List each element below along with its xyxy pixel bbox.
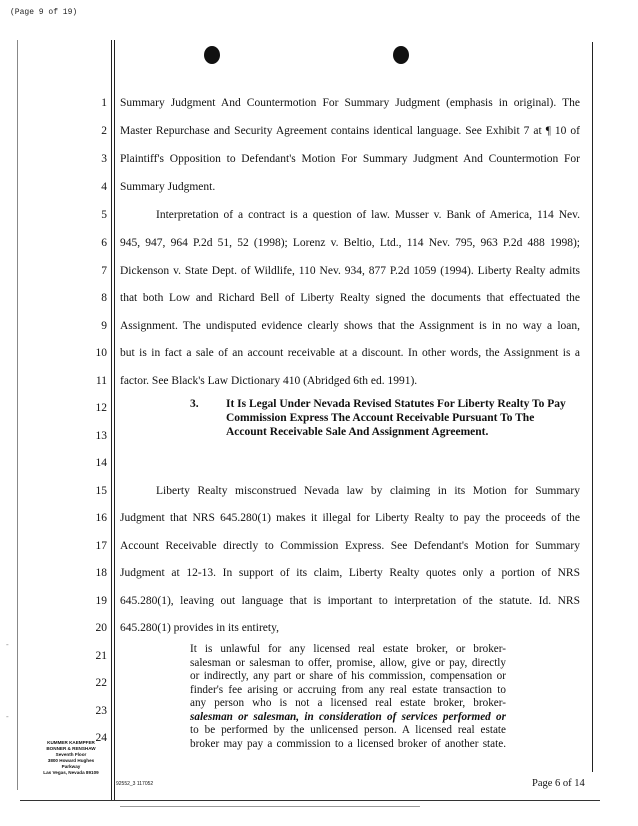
law-firm-address xyxy=(42,740,100,776)
line-number: 5 xyxy=(101,209,107,221)
body-line: Interpretation of a contract is a question of law. Musser v. Bank of America, 114 Nev. xyxy=(156,209,580,221)
body-line: factor. See Black's Law Dictionary 410 (Abridged 6th ed. 1991). xyxy=(120,375,418,387)
firm-floor: Seventh Floor xyxy=(55,752,87,757)
page-counter-header: (Page 9 of 19) xyxy=(10,8,78,17)
section-heading-line: It Is Legal Under Nevada Revised Statutes For Liberty Realty To Pay xyxy=(226,398,566,410)
line-number: 13 xyxy=(95,430,107,442)
line-number: 17 xyxy=(95,540,107,552)
body-line: Liberty Realty misconstrued Nevada law by claiming in its Motion for Summary xyxy=(156,485,580,497)
section-heading-number: 3. xyxy=(190,398,199,410)
line-number: 21 xyxy=(95,650,107,662)
binder-hole-mark-right xyxy=(393,46,409,64)
page-number: Page 6 of 14 xyxy=(532,778,585,789)
statute-quote xyxy=(190,643,506,751)
body-line: 645.280(1) provides in its entirety, xyxy=(120,622,279,634)
line-number: 19 xyxy=(95,595,107,607)
document-id: 92552_3 117052 xyxy=(116,781,154,787)
body-line: Assignment. The undisputed evidence clearly shows that the Assignment is in no way a loan, xyxy=(120,320,580,332)
quote-line: finder's fee arising or accruing from any real estate transaction to xyxy=(190,683,506,696)
body-line: Master Repurchase and Security Agreement contains identical language. See Exhibit 7 at ¶ 10 of xyxy=(120,125,580,137)
firm-street: 3800 Howard Hughes xyxy=(47,758,95,763)
body-line: Summary Judgment. xyxy=(120,181,216,193)
body-line: 645.280(1), leaving out language that is important to interpretation of the statute. Id. NRS xyxy=(120,595,580,607)
line-number-rule-outer xyxy=(111,40,112,800)
body-line: 945, 947, 964 P.2d 51, 52 (1998); Lorenz v. Beltio, Ltd., 114 Nev. 795, 963 P.2d 488 1998); xyxy=(120,237,580,249)
body-line: Summary Judgment And Countermotion For Summary Judgment (emphasis in original). The xyxy=(120,97,580,109)
quote-line: to be performed by the unlicensed person. A licensed real estate xyxy=(190,724,506,736)
quote-line: It is unlawful for any licensed real estate broker, or broker- xyxy=(190,643,506,655)
line-number: 10 xyxy=(95,347,107,359)
body-line: Plaintiff's Opposition to Defendant's Motion For Summary Judgment And Countermotion For xyxy=(120,153,580,165)
line-number: 11 xyxy=(95,375,107,387)
quote-line: salesman or salesman, in consideration of services performed or xyxy=(190,710,506,723)
line-number: 16 xyxy=(95,512,107,524)
left-margin-rule xyxy=(17,40,18,790)
binder-hole-mark-left xyxy=(204,46,220,64)
line-number: 20 xyxy=(95,622,107,634)
margin-tick-mark: - xyxy=(6,640,9,649)
firm-parkway: Parkway xyxy=(61,764,81,769)
firm-city: Las Vegas, Nevada 89109 xyxy=(43,770,99,775)
firm-name: BONNER & RENSHAW xyxy=(46,746,96,751)
line-number-rule-inner xyxy=(114,40,115,800)
quote-line: broker may pay a commission to a licensed broker of another state. xyxy=(190,737,506,750)
margin-tick-mark: - xyxy=(6,712,9,721)
line-number: 24 xyxy=(95,732,107,744)
footer-rule-lower xyxy=(120,806,420,807)
body-line: Judgment that NRS 645.280(1) makes it illegal for Liberty Realty to pay the proceeds of the xyxy=(120,512,580,524)
line-number: 4 xyxy=(101,181,107,193)
body-line: Account Receivable directly to Commission Express. See Defendant's Motion for Summary xyxy=(120,540,580,552)
line-number: 9 xyxy=(101,320,107,332)
quote-line: any person who is not a licensed real estate broker, broker- xyxy=(190,697,506,709)
line-number: 23 xyxy=(95,705,107,717)
right-margin-rule xyxy=(592,42,593,772)
line-number: 2 xyxy=(101,125,107,137)
body-line: Judgment at 12-13. In support of its claim, Liberty Realty quotes only a portion of NRS xyxy=(120,567,580,579)
body-line: that both Low and Richard Bell of Liberty Realty signed the documents that effectuated the xyxy=(120,292,580,304)
footer-rule xyxy=(20,800,600,801)
line-number: 6 xyxy=(101,237,107,249)
section-heading-line: Account Receivable Sale And Assignment Agreement. xyxy=(226,426,489,438)
line-number: 8 xyxy=(101,292,107,304)
line-number: 7 xyxy=(101,265,107,277)
firm-name: KUMMER KAEMPFER xyxy=(47,740,95,745)
body-line: Dickenson v. State Dept. of Wildlife, 110 Nev. 934, 877 P.2d 1059 (1994). Liberty Realty admits xyxy=(120,265,580,277)
line-number: 14 xyxy=(95,457,107,469)
line-number: 22 xyxy=(95,677,107,689)
line-number: 15 xyxy=(95,485,107,497)
body-line: but is in fact a sale of an account receivable at a discount. In other words, the Assignment is a xyxy=(120,347,580,359)
line-number: 3 xyxy=(101,153,107,165)
quote-line: or indirectly, any part or share of his commission, compensation or xyxy=(190,670,506,682)
line-number: 18 xyxy=(95,567,107,579)
section-heading-line: Commission Express The Account Receivable Pursuant To The xyxy=(226,412,535,424)
quote-line: salesman or salesman to offer, promise, allow, give or pay, directly xyxy=(190,656,506,669)
line-number: 12 xyxy=(95,402,107,414)
line-number: 1 xyxy=(101,97,107,109)
